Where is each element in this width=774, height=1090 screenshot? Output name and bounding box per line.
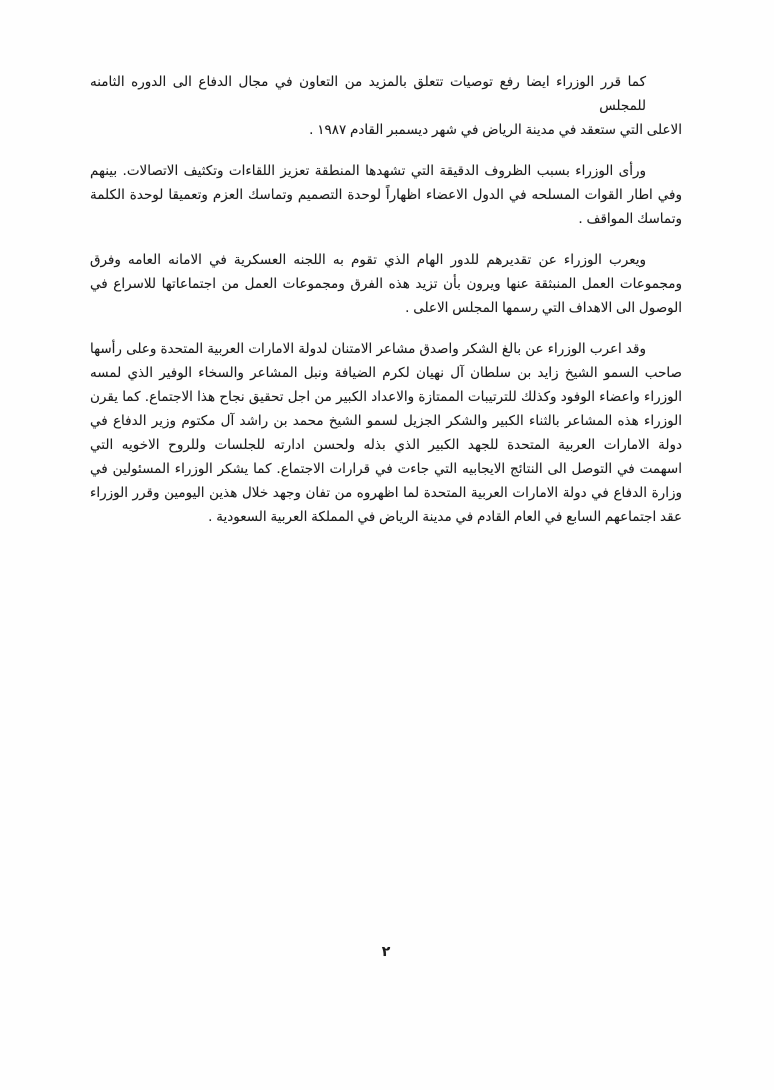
paragraph-line: وتماسك المواقف . — [578, 211, 682, 227]
paragraph-line: ومجموعات العمل المنبثقة عنها ويرون بأن تزيد هذه الفرق ومجموعات العمل من اجتماعاتها للاسراع في — [90, 276, 682, 292]
paragraph-line: وفي اطار القوات المسلحه في الدول الاعضاء اظهاراً لوحدة التصميم وتماسك العزم وتعميقا لوحدة الكلمة — [90, 187, 682, 203]
paragraph-line: الاعلى التي ستعقد في مدينة الرياض في شهر ديسمبر القادم ١٩٨٧ . — [309, 122, 682, 138]
paragraph-2 — [90, 159, 682, 231]
paragraph-line: الوزراء واعضاء الوفود وكذلك للترتيبات الممتازة والاعداد الكبير من اجل تحقيق نجاح هذا الاجتماع. كما يقرن — [90, 389, 682, 405]
paragraph-1 — [90, 70, 682, 142]
document-body — [90, 70, 682, 546]
paragraph-3 — [90, 248, 682, 320]
paragraph-line: وزارة الدفاع في دولة الامارات العربية المتحدة لما اظهروه من تفان وجهد خلال هذين اليومين وقرر الوزراء — [90, 485, 682, 501]
paragraph-line: ويعرب الوزراء عن تقديرهم للدور الهام الذي تقوم به اللجنه العسكرية في الامانه العامه وفرق — [90, 252, 646, 268]
paragraph-line: وقد اعرب الوزراء عن بالغ الشكر واصدق مشاعر الامتنان لدولة الامارات العربية المتحدة وعلى رأسها — [90, 341, 646, 357]
paragraph-line: اسهمت في التوصل الى النتائج الايجابيه التي جاءت في قرارات الاجتماع. كما يشكر الوزراء المسئولين في — [90, 461, 682, 477]
paragraph-4 — [90, 337, 682, 529]
paragraph-line: الوزراء هذه المشاعر بالثناء الكبير والشكر الجزيل لسمو الشيخ محمد بن راشد آل مكتوم وزير الدفاع في — [90, 413, 682, 429]
paragraph-line: صاحب السمو الشيخ زايد بن سلطان آل نهيان لكرم الضيافة ونبل المشاعر والسخاء الوفير الذي لمسه — [90, 365, 682, 381]
paragraph-line: دولة الامارات العربية المتحدة للجهد الكبير الذي بذله ولحسن ادارته للجلسات وللروح الاخويه التي — [90, 437, 682, 453]
paragraph-line: الوصول الى الاهداف التي رسمها المجلس الاعلى . — [405, 300, 682, 316]
paragraph-line: كما قرر الوزراء ايضا رفع توصيات تتعلق بالمزيد من التعاون في مجال الدفاع الى الدوره الثامنه للمجلس — [90, 74, 646, 114]
page-number: ٢ — [381, 944, 391, 960]
paragraph-line: ورأى الوزراء بسبب الظروف الدقيقة التي تشهدها المنطقة تعزيز اللقاءات وتكثيف الاتصالات. بينهم — [90, 163, 646, 179]
paragraph-line: عقد اجتماعهم السابع في العام القادم في مدينة الرياض في المملكة العربية السعودية . — [208, 509, 682, 525]
